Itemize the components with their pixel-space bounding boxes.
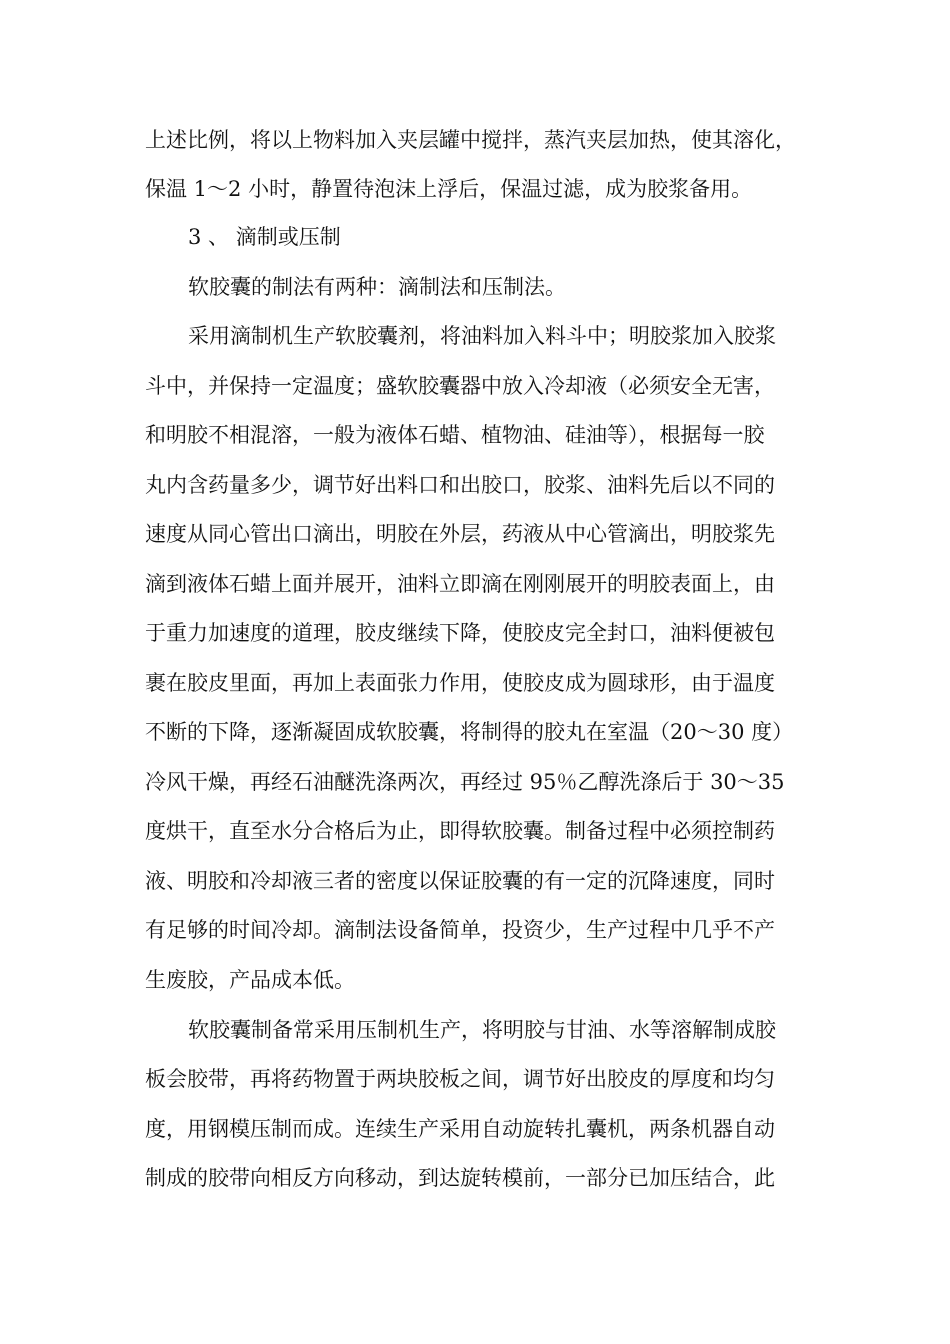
text-line-21: 度，用钢模压制而成。连续生产采用自动旋转扎囊机，两条机器自动 — [145, 1117, 775, 1141]
text-line-15: 度烘干，直至水分合格后为止，即得软胶囊。制备过程中必须控制药 — [145, 819, 775, 843]
text-line-1: 上述比例，将以上物料加入夹层罐中搅拌，蒸汽夹层加热，使其溶化， — [145, 128, 796, 152]
text-line-7: 和明胶不相混溶，一般为液体石蜡、植物油、硅油等），根据每一胶 — [145, 423, 765, 447]
text-line-16: 液、明胶和冷却液三者的密度以保证胶囊的有一定的沉降速度，同时 — [145, 869, 775, 893]
text-line-18: 生废胶，产品成本低。 — [145, 968, 355, 992]
text-line-8: 丸内含药量多少，调节好出料口和出胶口，胶浆、油料先后以不同的 — [145, 473, 775, 497]
text-line-6: 斗中，并保持一定温度；盛软胶囊器中放入冷却液（必须安全无害， — [145, 374, 775, 398]
text-line-22: 制成的胶带向相反方向移动，到达旋转模前，一部分已加压结合，此 — [145, 1166, 775, 1190]
text-line-14: 冷风干燥，再经石油醚洗涤两次，再经过 95％乙醇洗涤后于 30～35 — [145, 770, 785, 794]
text-line-13: 不断的下降，逐渐凝固成软胶囊，将制得的胶丸在室温（20～30 度） — [145, 720, 794, 744]
section-heading: 3 、 滴制或压制 — [188, 225, 341, 249]
text-line-12: 裹在胶皮里面，再加上表面张力作用，使胶皮成为圆球形，由于温度 — [145, 671, 775, 695]
text-line-2: 保温 1～2 小时，静置待泡沫上浮后，保温过滤，成为胶浆备用。 — [145, 177, 753, 201]
text-line-20: 板会胶带，再将药物置于两块胶板之间，调节好出胶皮的厚度和均匀 — [145, 1067, 775, 1091]
text-line-9: 速度从同心管出口滴出，明胶在外层，药液从中心管滴出，明胶浆先 — [145, 522, 775, 546]
text-line-10: 滴到液体石蜡上面并展开，油料立即滴在刚刚展开的明胶表面上，由 — [145, 572, 775, 596]
text-line-19: 软胶囊制备常采用压制机生产，将明胶与甘油、水等溶解制成胶 — [188, 1018, 776, 1042]
text-line-11: 于重力加速度的道理，胶皮继续下降，使胶皮完全封口，油料便被包 — [145, 621, 775, 645]
text-line-4: 软胶囊的制法有两种：滴制法和压制法。 — [188, 275, 566, 299]
text-line-17: 有足够的时间冷却。滴制法设备简单，投资少，生产过程中几乎不产 — [145, 918, 775, 942]
text-line-5: 采用滴制机生产软胶囊剂，将油料加入料斗中；明胶浆加入胶浆 — [188, 324, 776, 348]
